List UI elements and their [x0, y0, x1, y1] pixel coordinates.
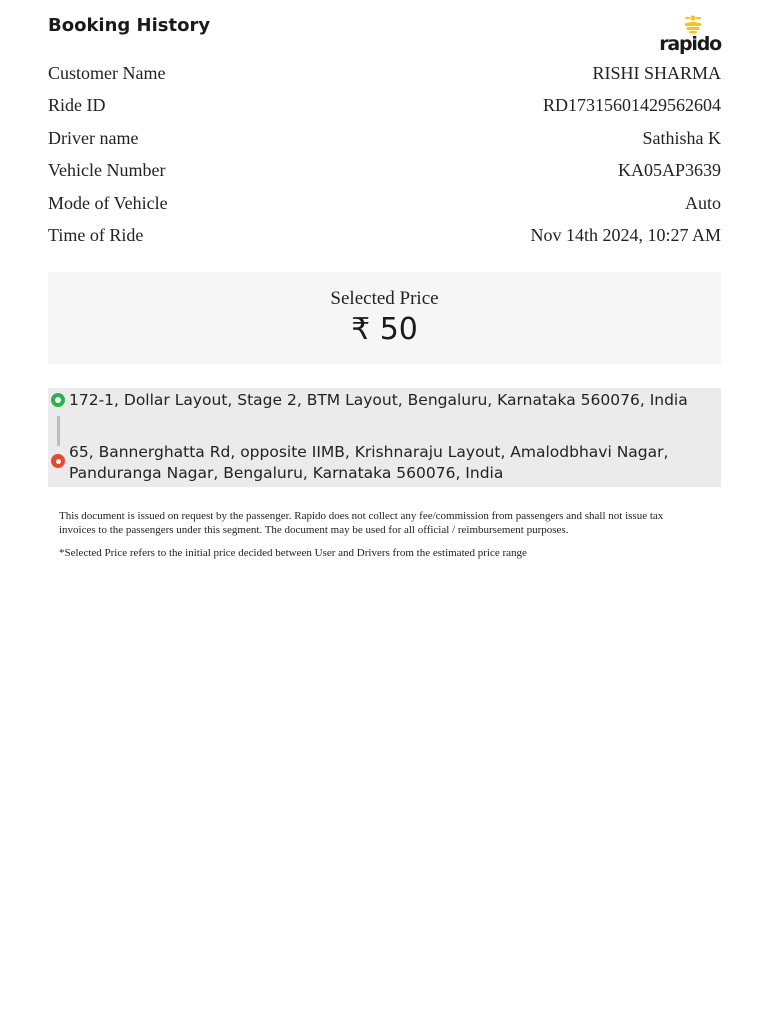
rapido-logo: [659, 14, 721, 54]
detail-value: KA05AP3639: [617, 160, 721, 181]
detail-label: Time of Ride: [48, 225, 144, 246]
pickup-pin-icon: [51, 393, 65, 407]
pickup-address: 172-1, Dollar Layout, Stage 2, BTM Layout, Bengaluru, Karnataka 560076, India: [69, 391, 688, 409]
drop-address: 65, Bannerghatta Rd, opposite IIMB, Krishnaraju Layout, Amalodbhavi Nagar, Panduranga Nagar, Bengaluru, Karnataka 560076, India: [69, 443, 669, 482]
detail-row-vehicle-mode: [48, 187, 721, 220]
detail-value: Sathisha K: [642, 127, 721, 148]
page-title: Booking History: [48, 15, 211, 36]
footer-notes: [59, 510, 699, 561]
detail-row-driver-name: [48, 122, 721, 155]
detail-label: Mode of Vehicle: [48, 192, 168, 213]
detail-row-ride-id: [48, 90, 721, 123]
detail-row-vehicle-number: [48, 155, 721, 188]
header: [48, 0, 721, 58]
route-connector-line: [57, 416, 60, 446]
detail-row-customer-name: [48, 57, 721, 90]
detail-row-ride-time: [48, 220, 721, 253]
route-panel: [48, 388, 721, 487]
detail-value: Nov 14th 2024, 10:27 AM: [530, 225, 721, 246]
detail-label: Ride ID: [48, 95, 106, 116]
drop-pin-icon: [51, 454, 65, 468]
price-value: ₹ 50: [351, 312, 418, 347]
detail-value: Auto: [685, 192, 721, 213]
detail-label: Vehicle Number: [48, 160, 166, 181]
detail-value: RISHI SHARMA: [592, 62, 721, 83]
detail-label: Driver name: [48, 127, 139, 148]
logo-wordmark: rapido: [659, 33, 721, 55]
disclaimer-text: This document is issued on request by the passenger. Rapido does not collect any fee/commission from passengers and shall not issue tax invoices to the passengers under this segment. The document may be used for all official / reimbursement purposes.: [59, 510, 664, 536]
detail-label: Customer Name: [48, 62, 166, 83]
ride-details: [48, 57, 721, 252]
booking-history-document: [48, 0, 721, 559]
detail-value: RD17315601429562604: [542, 95, 721, 116]
price-panel: [48, 272, 721, 364]
price-note-text: *Selected Price refers to the initial price decided between User and Drivers from the estimated price range: [59, 547, 527, 559]
price-label: Selected Price: [330, 288, 439, 309]
